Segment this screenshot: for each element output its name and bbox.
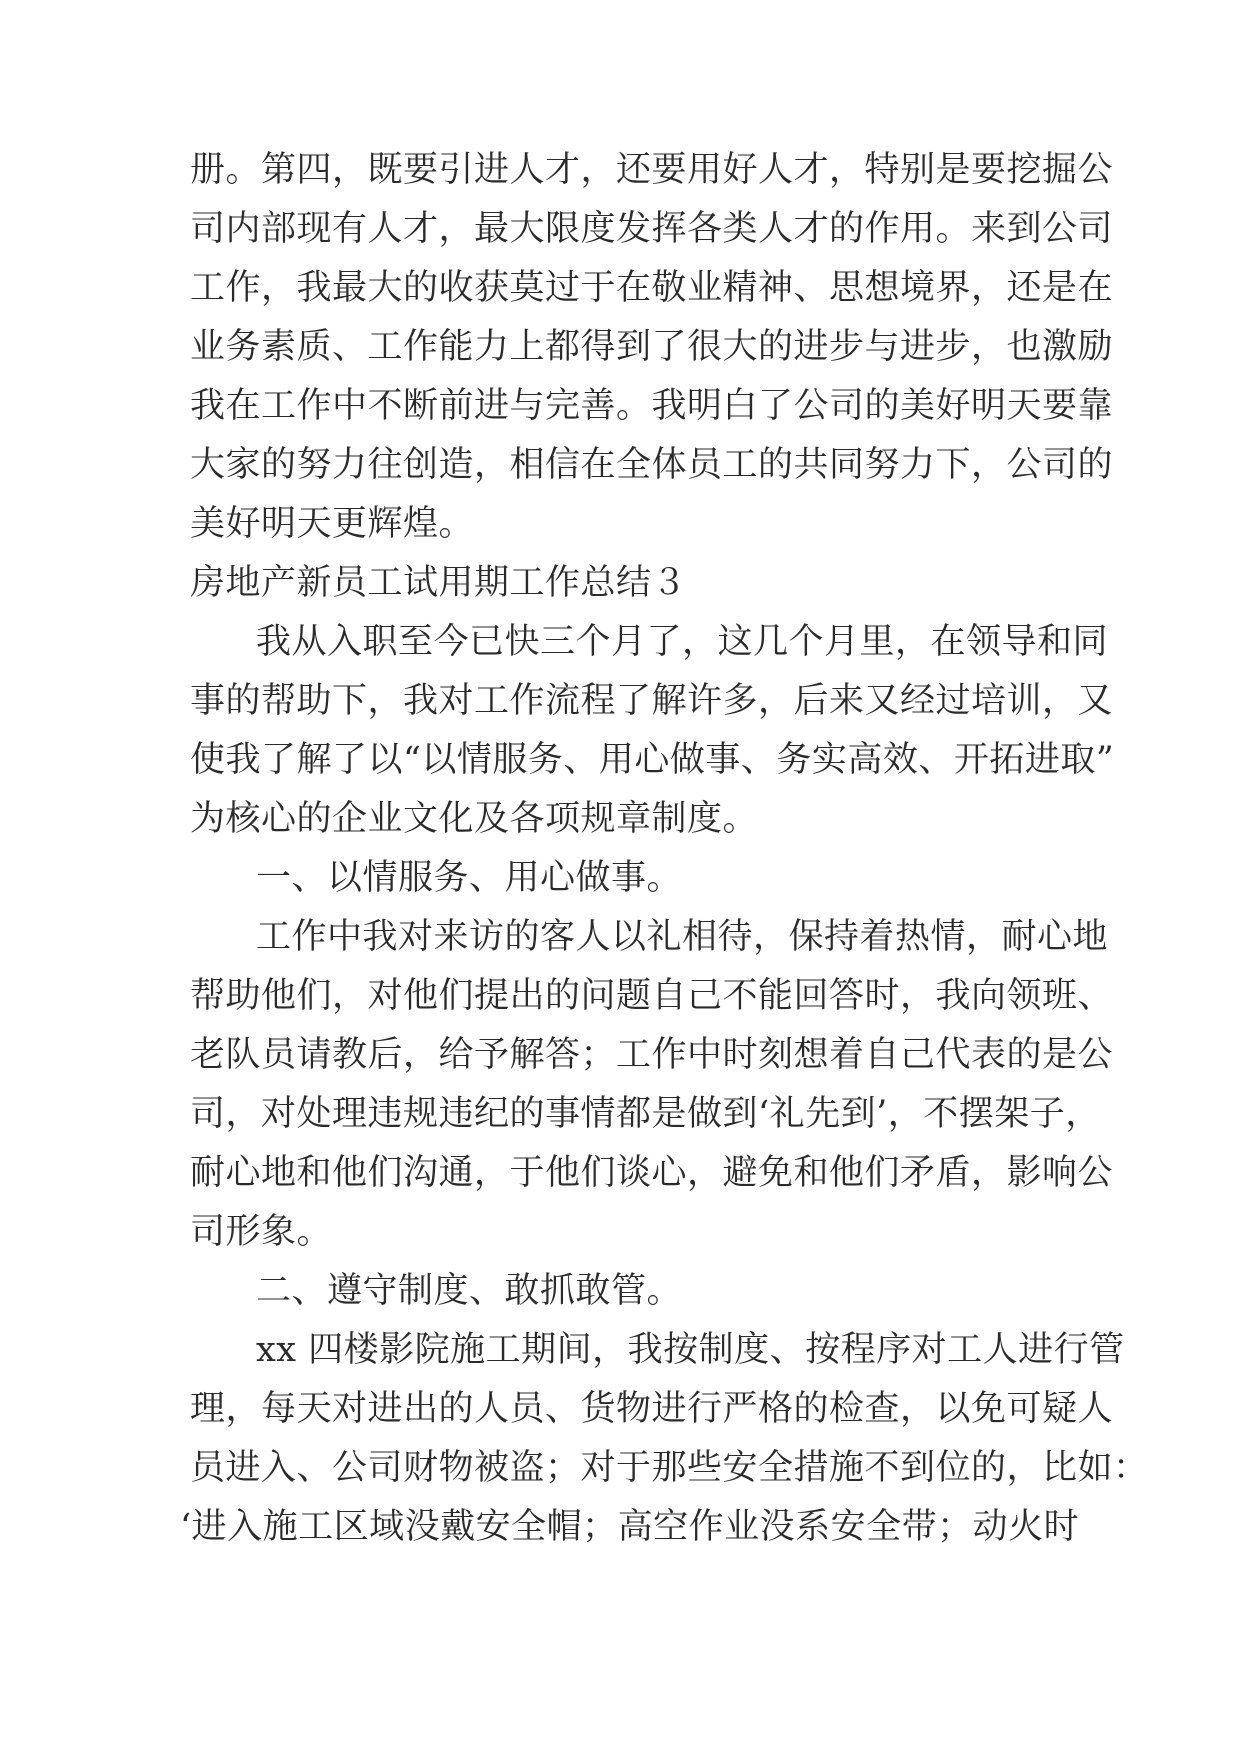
- section-heading: 一、以情服务、用心做事。: [256, 858, 683, 898]
- body-text-line: 耐心地和他们沟通，于他们谈心，避免和他们矛盾，影响公: [190, 1153, 1114, 1193]
- body-text-line: 司，对处理违规违纪的事情都是做到‘礼先到’，不摆架子，: [190, 1094, 1101, 1134]
- body-text-line: 业务素质、工作能力上都得到了很大的进步与进步，也激励: [190, 327, 1114, 367]
- body-text-line: 册。第四，既要引进人才，还要用好人才，特别是要挖掘公: [190, 150, 1114, 190]
- body-text-line: 使我了解了以“以情服务、用心做事、务实高效、开拓进取”: [190, 740, 1115, 780]
- body-text-line: 美好明天更辉煌。: [190, 504, 475, 544]
- body-text-line: xx 四楼影院施工期间，我按制度、按程序对工人进行管: [256, 1330, 1125, 1370]
- section-title: 房地产新员工试用期工作总结３: [190, 563, 688, 603]
- body-text-line: 司形象。: [190, 1212, 333, 1252]
- section-heading: 二、遵守制度、敢抓敢管。: [256, 1271, 683, 1311]
- body-text-line: 帮助他们，对他们提出的问题自己不能回答时，我向领班、: [190, 976, 1114, 1016]
- body-text-line: 我在工作中不断前进与完善。我明白了公司的美好明天要靠: [190, 386, 1114, 426]
- body-text-line: 事的帮助下，我对工作流程了解许多，后来又经过培训，又: [190, 681, 1114, 721]
- body-text-line: 司内部现有人才，最大限度发挥各类人才的作用。来到公司: [190, 209, 1114, 249]
- body-text-line: 为核心的企业文化及各项规章制度。: [190, 799, 759, 839]
- body-text-line: 大家的努力往创造，相信在全体员工的共同努力下，公司的: [190, 445, 1114, 485]
- body-text-line: 工作中我对来访的客人以礼相待，保持着热情，耐心地: [256, 917, 1109, 957]
- body-text-line: 理，每天对进出的人员、货物进行严格的检查，以免可疑人: [190, 1389, 1114, 1429]
- body-text-line: 老队员请教后，给予解答；工作中时刻想着自己代表的是公: [190, 1035, 1114, 1075]
- body-text-line: 员进入、公司财物被盗；对于那些安全措施不到位的，比如：: [190, 1448, 1149, 1488]
- body-text-line: ‘进入施工区域没戴安全帽；高空作业没系安全带；动火时: [180, 1507, 1080, 1547]
- body-text-line: 我从入职至今已快三个月了，这几个月里，在领导和同: [256, 622, 1109, 662]
- body-text-line: 工作，我最大的收获莫过于在敬业精神、思想境界，还是在: [190, 268, 1114, 308]
